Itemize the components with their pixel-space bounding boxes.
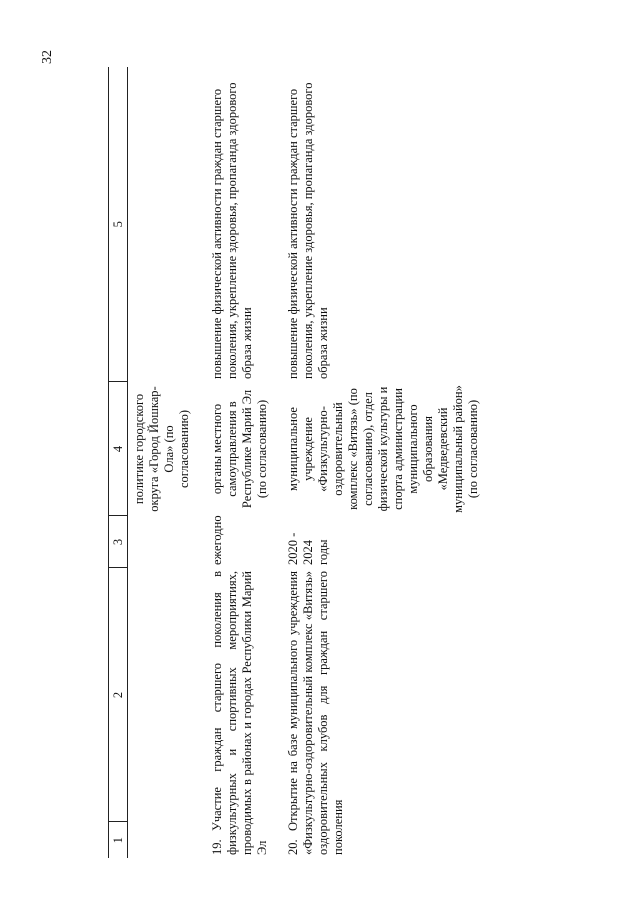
header-col-1: 1 — [109, 822, 128, 858]
table-header-row — [109, 67, 128, 858]
header-col-5: 5 — [109, 67, 128, 382]
cell-result: повышение физической активности граждан старшего поколения, укрепление здоровья, пропаганда здорового образа жизни — [286, 82, 330, 379]
cell-measure — [128, 568, 209, 822]
table-row-continuation — [128, 67, 209, 858]
cell-period: ежегодно — [210, 515, 224, 565]
cell-measure — [284, 568, 495, 858]
rotated-table-wrapper — [108, 67, 535, 858]
cell-period: 2020 - 2024 годы — [286, 532, 330, 565]
measures-table — [108, 67, 495, 858]
row-number: 20. — [286, 839, 300, 855]
measure-text: Участие граждан старшего поколения в физкультурных и спортивных мероприятиях, проводимых в районах и городах Республики Марий Эл — [210, 571, 269, 855]
header-col-3: 3 — [109, 516, 128, 568]
cell-executor: органы местного самоуправления в Республике Марий Эл (по согласованию) — [210, 389, 269, 509]
header-col-2: 2 — [109, 568, 128, 822]
cell-result: повышение физической активности граждан старшего поколения, укрепление здоровья, пропаганда здорового образа жизни — [210, 82, 254, 379]
header-col-4: 4 — [109, 382, 128, 516]
measure-text: Открытие на базе муниципального учреждения «Физкультурно-оздоровительный комплекс «Витязь» оздоровительных клубов для граждан старшего поколения — [286, 571, 345, 855]
table-row — [284, 67, 495, 858]
cell-measure — [208, 568, 284, 858]
cell-result — [128, 67, 209, 382]
page-number: 32 — [40, 50, 55, 64]
cell-num — [128, 822, 209, 858]
table-row — [208, 67, 284, 858]
row-number: 19. — [210, 839, 224, 855]
cell-period — [128, 516, 209, 568]
cell-executor: муниципальное учреждение «Физкультурно-оздоровительный комплекс «Витязь» (по согласованию), отдел физической культуры и спорта администрации муниципального образования «Медведевский муниципальный район» (по согласованию) — [286, 385, 480, 513]
cell-executor: политике городского округа «Город Йошкар-Ола» (по согласованию) — [132, 386, 191, 512]
